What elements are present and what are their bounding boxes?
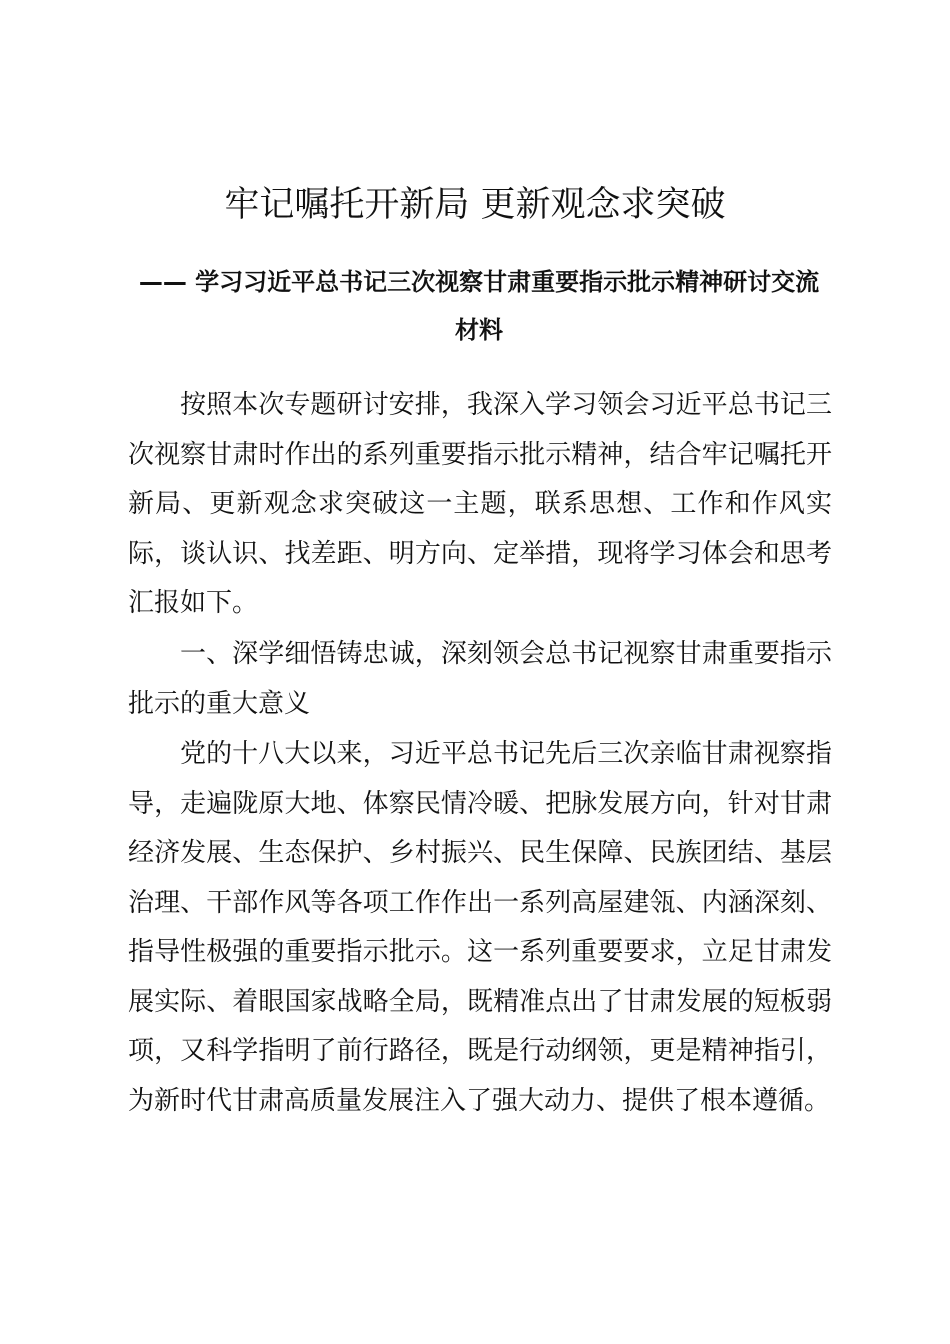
section-heading-1: 一、深学细悟铸忠诚，深刻领会总书记视察甘肃重要指示批示的重大意义: [128, 639, 832, 719]
document-subtitle: —— 学习习近平总书记三次视察甘肃重要指示批示精神研讨交流材料: [138, 268, 820, 344]
section-1-paragraph: 党的十八大以来，习近平总书记先后三次亲临甘肃视察指导，走遍陇原大地、体察民情冷暖、把脉发展方向，针对甘肃经济发展、生态保护、乡村振兴、民生保障、民族团结、基层治理、干部作风等各项工作作出一系列高屋建瓴、内涵深刻、指导性极强的重要指示批示。这一系列重要要求，立足甘肃发展实际、着眼国家战略全局，既精准点出了甘肃发展的短板弱项，又科学指明了前行路径，既是行动纲领，更是精神指引，为新时代甘肃高质量发展注入了强大动力、提供了根本遵循。: [128, 739, 832, 1116]
intro-paragraph: 按照本次专题研讨安排，我深入学习领会习近平总书记三次视察甘肃时作出的系列重要指示批示精神，结合牢记嘱托开新局、更新观念求突破这一主题，联系思想、工作和作风实际，谈认识、找差距、明方向、定举措，现将学习体会和思考汇报如下。: [128, 390, 832, 618]
document-title: 牢记嘱托开新局 更新观念求突破: [224, 185, 726, 225]
